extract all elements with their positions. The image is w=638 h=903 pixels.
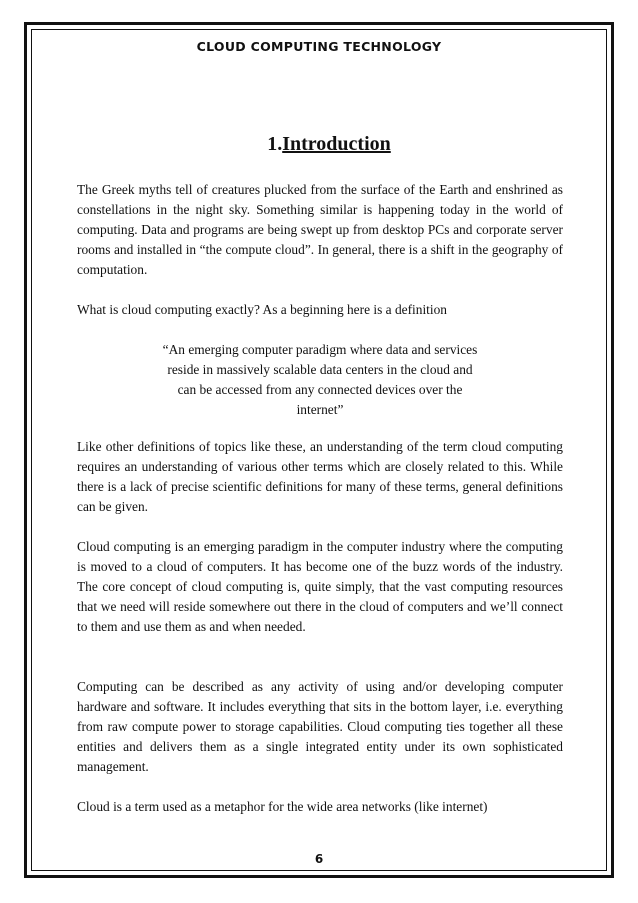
section-heading	[0, 133, 638, 156]
section-title: Introduction	[282, 133, 391, 155]
quote-line: “An emerging computer paradigm where data and services	[162, 342, 478, 357]
paragraph-5-block	[77, 677, 563, 777]
paragraph-6: Cloud is a term used as a metaphor for the wide area networks (like internet)	[77, 799, 488, 814]
paragraph-2-block	[77, 300, 563, 320]
quote-line: reside in massively scalable data centers in the cloud and	[167, 362, 473, 377]
paragraph-6-block	[77, 797, 563, 817]
paragraph-1: The Greek myths tell of creatures plucked from the surface of the Earth and enshrined as constellations in the night sky. Something similar is happening today in the world of computing. Data and programs are being swept up from desktop PCs and corporate server rooms and installed in “the compute cloud”. In general, there is a shift in the geography of computation.	[77, 182, 563, 277]
paragraph-2: What is cloud computing exactly? As a beginning here is a definition	[77, 302, 448, 317]
paragraph-4-block	[77, 537, 563, 637]
definition-quote	[140, 340, 500, 420]
running-header: CLOUD COMPUTING TECHNOLOGY	[196, 39, 442, 54]
paragraph-3-block	[77, 437, 563, 517]
quote-line: can be accessed from any connected devices over the	[177, 382, 463, 397]
paragraph-5: Computing can be described as any activity of using and/or developing computer hardware and software. It includes everything that sits in the bottom layer, i.e. everything from raw compute power to storage capabilities. Cloud computing ties together all these entities and delivers them as a single integrated entity under its own sophisticated management.	[77, 679, 563, 774]
page-number: 6	[314, 852, 324, 866]
section-number: 1.	[267, 133, 283, 155]
paragraph-1-block	[77, 180, 563, 280]
paragraph-3: Like other definitions of topics like these, an understanding of the term cloud computing requires an understanding of various other terms which are closely related to this. While there is a lack of precise scientific definitions for many of these terms, general definitions can be given.	[77, 439, 563, 514]
paragraph-4: Cloud computing is an emerging paradigm in the computer industry where the computing is moved to a cloud of computers. It has become one of the buzz words of the industry. The core concept of cloud computing is, quite simply, that the vast computing resources that we need will reside somewhere out there in the cloud of computers and we’ll connect to them and use them as and when needed.	[77, 539, 563, 634]
quote-line: internet”	[296, 402, 344, 417]
